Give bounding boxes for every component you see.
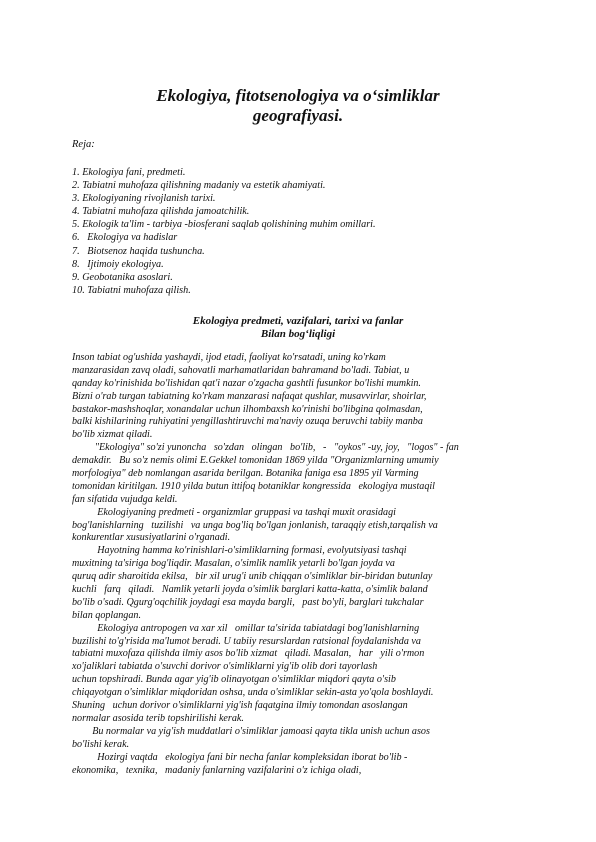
body-line: tomonidan kiritilgan. 1910 yilda butun ittifoq botaniklar kongressida ekologiya mustaqil	[72, 480, 435, 492]
body-line: xo'jaliklari tabiatda o'suvchi dorivor o'simliklarni yig'ib olib dori tayorlash	[72, 661, 378, 673]
body-line: normalar asosida terib topshirilishi kerak.	[72, 712, 244, 724]
body-line: manzarasidan zavq oladi, sahovatli marhamatlaridan bahramand bo'ladi. Tabiat, u	[72, 364, 410, 376]
plan-item: 9. Geobotanika asoslari.	[72, 271, 173, 283]
body-line: buzilishi to'g'risida ma'lumot beradi. U tabiiy resurslardan ratsional foydalanishda va	[72, 635, 421, 647]
body-line: bo'lib xizmat qiladi.	[72, 429, 153, 441]
body-line: Hozirgi vaqtda ekologiya fani bir necha fanlar kompleksidan iborat bo'lib -	[72, 751, 408, 763]
document-title-line-2: geografiyasi.	[252, 106, 344, 125]
body-line: uchun topshiradi. Bunda agar yig'ib olinayotgan o'simliklar miqdori qayta o'sib	[72, 674, 396, 686]
body-line: bastakor-mashshoqlar, xonandalar uchun ilhombaxsh ko'rinishi bo'libgina qolmasdan,	[72, 403, 423, 415]
plan-item: 2. Tabiatni muhofaza qilishning madaniy va estetik ahamiyati.	[72, 180, 326, 192]
body-line: "Ekologiya" so'zi yunoncha so'zdan olingan bo'lib, - "oykos" -uy, joy, "logos" - fan	[72, 442, 459, 454]
plan-heading: Reja:	[72, 139, 95, 150]
body-line: bog'lanishlarning tuzilishi va unga bog'liq bo'lgan jonlanish, taraqqiy etish,tarqalish va	[72, 519, 438, 531]
plan-item: 1. Ekologiya fani, predmeti.	[72, 167, 186, 178]
plan-item: 10. Tabiatni muhofaza qilish.	[72, 284, 191, 296]
body-line: fan sifatida vujudga keldi.	[72, 493, 178, 505]
body-line: tabiatni muxofaza qilishda ilmiy asos bo'lib xizmat qiladi. Masalan, har yili o'rmon	[72, 648, 425, 660]
body-line: bo'lishi kerak.	[72, 738, 130, 750]
body-line: Hayotning hamma ko'rinishlari-o'simliklarning formasi, evolyutsiyasi tashqi	[72, 545, 407, 557]
body-line: balki kishilarining ruhiyatini yengillashtiruvchi ma'naviy ozuqa beruvchi tabiiy manba	[72, 416, 423, 428]
plan-item: 4. Tabiatni muhofaza qilishda jamoatchilik.	[72, 206, 250, 218]
body-line: kuchli farq qiladi. Namlik yetarli joyda o'simlik barglari katta-katta, o'simlik baland	[72, 584, 428, 596]
body-line: qanday ko'rinishida bo'lishidan qat'i nazar o'zgacha gashtli fusunkor bo'lishi mumkin.	[72, 377, 421, 389]
body-line: demakdir. Bu so'z nemis olimi E.Gekkel tomonidan 1869 yilda "Organizmlarning umumiy	[72, 455, 439, 467]
body-line: chiqayotgan o'simliklar miqdoridan oshsa, unda o'simliklar sekin-asta yo'qola boshlaydi.	[72, 687, 434, 699]
plan-item: 3. Ekologiyaning rivojlanish tarixi.	[72, 193, 216, 205]
body-line: bo'lib o'sadi. Qgurg'oqchilik joydagi esa mayda bargli, past bo'yli, barglari tukchalar	[72, 596, 424, 608]
body-line: ekonomika, texnika, madaniy fanlarning vazifalarini o'z ichiga oladi,	[72, 764, 362, 776]
body-line: Inson tabiat og'ushida yashaydi, ijod etadi, faoliyat ko'rsatadi, uning ko'rkam	[72, 352, 386, 363]
body-line: Ekologiya antropogen va xar xil omillar ta'sirida tabiatdagi bog'lanishlarning	[72, 622, 420, 634]
body-line: morfologiya" deb nomlangan asarida berilgan. Botanika faniga esa 1895 yil Varming	[72, 468, 419, 480]
body-line: konkurentlar xususiyatlarini o'rganadi.	[72, 532, 231, 544]
body-line: Shuning uchun dorivor o'simliklarni yig'ish faqatgina ilmiy tomondan asoslangan	[72, 700, 408, 712]
body-line: muxitning ta'siriga bog'liqdir. Masalan, o'simlik namlik yetarli bo'lgan joyda va	[72, 558, 395, 570]
body-text	[72, 352, 524, 777]
plan-item: 6. Ekologiya va hadislar	[72, 232, 178, 244]
document-title-line-1: Ekologiya, fitotsenologiya va o‘simliklar	[156, 86, 440, 105]
body-line: Bizni o'rab turgan tabiatning ko'rkam manzarasi nafaqat qushlar, musavvirlar, shoirlar,	[72, 390, 427, 402]
section-heading-line-2: Bilan bog‘liqligi	[260, 328, 336, 340]
body-line: bilan qoplangan.	[72, 609, 141, 621]
section-heading-line-1: Ekologiya predmeti, vazifalari, tarixi va fanlar	[192, 315, 404, 327]
plan-item: 5. Ekologik ta'lim - tarbiya -biosferani saqlab qolishining muhim omillari.	[72, 219, 376, 231]
body-line: Ekologiyaning predmeti - organizmlar gruppasi va tashqi muxit orasidagi	[72, 506, 396, 518]
body-line: quruq adir sharoitida ekilsa, bir xil urug'i unib chiqqan o'simliklar bir-biridan butunlay	[72, 571, 433, 583]
body-line: Bu normalar va yig'ish muddatlari o'simliklar jamoasi qayta tikla unish uchun asos	[72, 725, 430, 737]
plan-item: 7. Biotsenoz haqida tushuncha.	[72, 245, 205, 257]
plan-item: 8. Ijtimoiy ekologiya.	[72, 258, 164, 270]
plan-list	[72, 166, 376, 297]
